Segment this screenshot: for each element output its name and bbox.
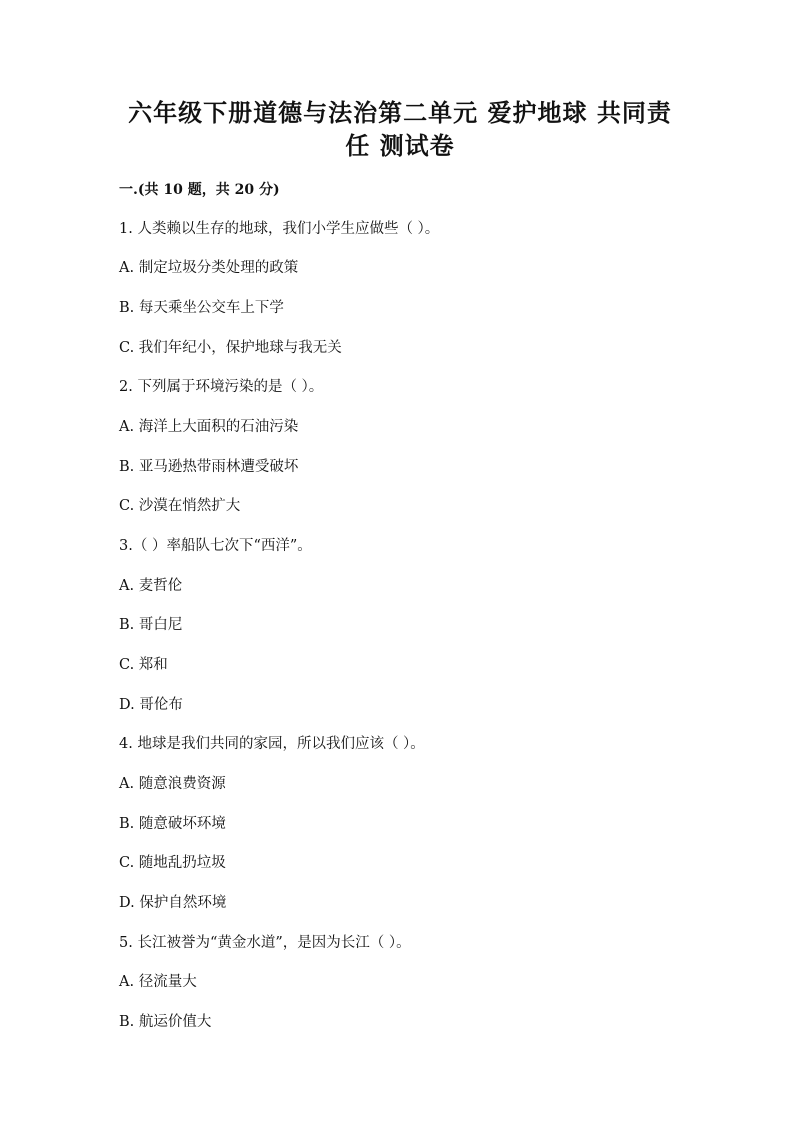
question-3-option-c: C. 郑和 bbox=[119, 657, 168, 673]
question-5-stem: 5. 长江被誉为“黄金水道”，是因为长江（ ）。 bbox=[119, 935, 411, 951]
question-2-stem: 2. 下列属于环境污染的是（ ）。 bbox=[119, 379, 324, 395]
document-title-line-1: 六年级下册道德与法治第二单元 爱护地球 共同责 bbox=[128, 98, 672, 127]
question-2-option-a: A. 海洋上大面积的石油污染 bbox=[119, 419, 299, 435]
question-5-option-b: B. 航运价值大 bbox=[119, 1014, 212, 1030]
question-2-option-c: C. 沙漠在悄然扩大 bbox=[119, 498, 241, 514]
question-1-option-b: B. 每天乘坐公交车上下学 bbox=[119, 300, 284, 316]
question-4-option-b: B. 随意破坏环境 bbox=[119, 816, 226, 832]
question-3-option-b: B. 哥白尼 bbox=[119, 617, 183, 633]
question-4-option-c: C. 随地乱扔垃圾 bbox=[119, 855, 226, 871]
question-5-option-a: A. 径流量大 bbox=[119, 974, 197, 990]
question-4-option-a: A. 随意浪费资源 bbox=[119, 776, 226, 792]
question-2-option-b: B. 亚马逊热带雨林遭受破坏 bbox=[119, 459, 299, 475]
question-3-stem: 3.（ ）率船队七次下“西洋”。 bbox=[119, 538, 312, 554]
question-3-option-a: A. 麦哲伦 bbox=[119, 578, 183, 594]
question-1-stem: 1. 人类赖以生存的地球，我们小学生应做些（ ）。 bbox=[119, 221, 440, 237]
section-heading: 一.(共 10 题，共 20 分) bbox=[119, 182, 280, 198]
document-title-line-2: 任 测试卷 bbox=[345, 131, 455, 160]
question-3-option-d: D. 哥伦布 bbox=[119, 697, 183, 713]
question-1-option-c: C. 我们年纪小，保护地球与我无关 bbox=[119, 340, 342, 356]
question-1-option-a: A. 制定垃圾分类处理的政策 bbox=[119, 260, 299, 276]
question-4-stem: 4. 地球是我们共同的家园，所以我们应该（ ）。 bbox=[119, 736, 425, 752]
question-4-option-d: D. 保护自然环境 bbox=[119, 895, 227, 911]
